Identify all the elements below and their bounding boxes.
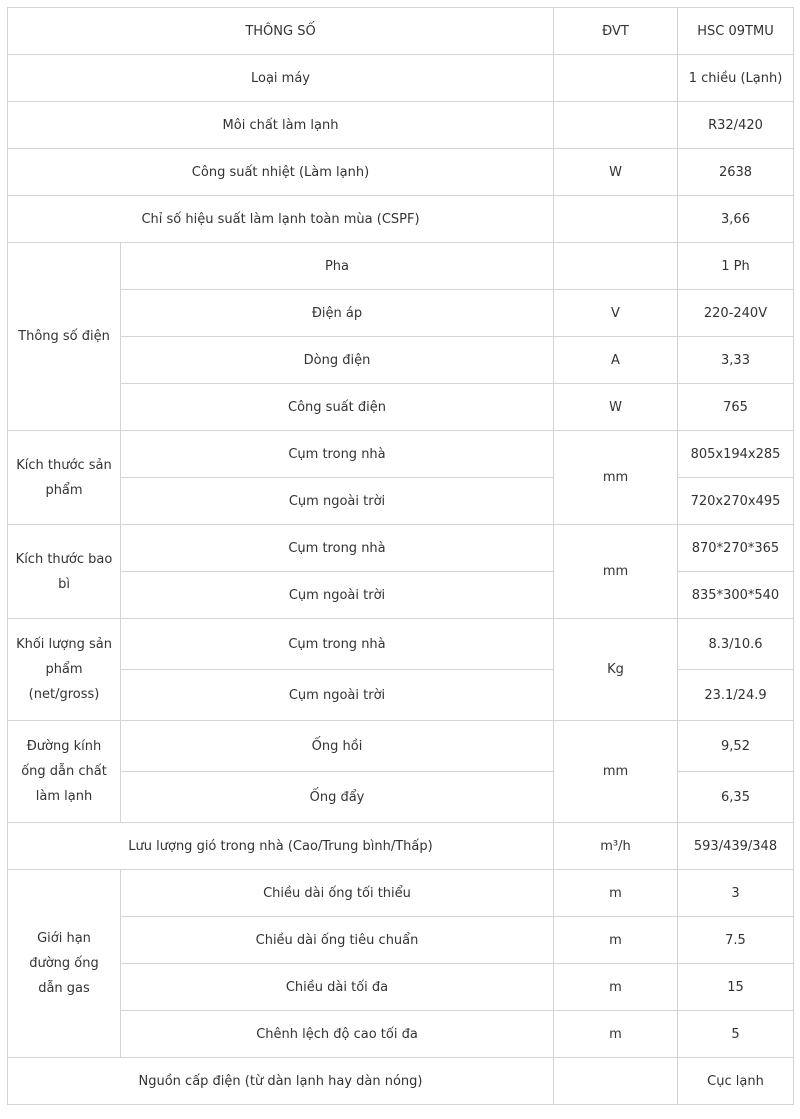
group-label-line: Khối lượng sản (16, 637, 112, 652)
group-label-line: đường ống (29, 956, 99, 971)
row-label: Môi chất làm lạnh (8, 102, 554, 149)
row-unit: m³/h (554, 823, 678, 870)
group-label-line: phẩm (45, 482, 83, 498)
group-label-line: ống dẫn chất (21, 764, 107, 779)
row-label: Cụm trong nhà (121, 619, 554, 670)
table-row (8, 102, 794, 149)
row-value: 805x194x285 (678, 431, 794, 478)
row-label: Chênh lệch độ cao tối đa (121, 1011, 554, 1058)
group-label-pipe-limit (8, 870, 121, 1058)
header-row (8, 8, 794, 55)
row-label: Dòng điện (121, 337, 554, 384)
row-value: 835*300*540 (678, 572, 794, 619)
spec-table (7, 7, 794, 1105)
row-unit (554, 243, 678, 290)
row-unit: m (554, 964, 678, 1011)
row-unit: W (554, 384, 678, 431)
group-label-line: làm lạnh (35, 789, 93, 804)
row-label: Chỉ số hiệu suất làm lạnh toàn mùa (CSPF) (8, 196, 554, 243)
header-unit: ĐVT (554, 8, 678, 55)
row-unit: m (554, 870, 678, 917)
row-label: Cụm ngoài trời (121, 670, 554, 721)
group-label-weight (8, 619, 121, 721)
row-value: 720x270x495 (678, 478, 794, 525)
row-label: Công suất điện (121, 384, 554, 431)
row-value: R32/420 (678, 102, 794, 149)
group-label-pipe-diameter (8, 721, 121, 823)
row-unit: W (554, 149, 678, 196)
row-label: Điện áp (121, 290, 554, 337)
row-value: 6,35 (678, 772, 794, 823)
row-label: Ống hồi (121, 721, 554, 772)
table-row (8, 870, 794, 917)
row-label: Cụm ngoài trời (121, 572, 554, 619)
row-label: Nguồn cấp điện (từ dàn lạnh hay dàn nóng) (8, 1058, 554, 1105)
row-unit: mm (554, 431, 678, 525)
header-model: HSC 09TMU (678, 8, 794, 55)
table-row (8, 55, 794, 102)
table-row (8, 1011, 794, 1058)
table-row (8, 917, 794, 964)
row-value: 870*270*365 (678, 525, 794, 572)
row-unit (554, 196, 678, 243)
row-label: Chiều dài ống tối thiểu (121, 870, 554, 917)
row-value: 23.1/24.9 (678, 670, 794, 721)
table-row (8, 243, 794, 290)
row-unit: Kg (554, 619, 678, 721)
table-row (8, 431, 794, 478)
row-value: 220-240V (678, 290, 794, 337)
row-label: Chiều dài tối đa (121, 964, 554, 1011)
table-row (8, 1058, 794, 1105)
row-value: 8.3/10.6 (678, 619, 794, 670)
group-label-line: dẫn gas (38, 981, 90, 996)
group-label-line: Đường kính (26, 739, 102, 754)
row-value: 3 (678, 870, 794, 917)
table-row (8, 619, 794, 670)
group-label-line: (net/gross) (28, 687, 100, 702)
row-value: 765 (678, 384, 794, 431)
row-unit (554, 102, 678, 149)
row-unit: m (554, 917, 678, 964)
row-unit: V (554, 290, 678, 337)
row-unit: A (554, 337, 678, 384)
row-label: Cụm trong nhà (121, 525, 554, 572)
table-row (8, 525, 794, 572)
row-label: Ống đẩy (121, 772, 554, 823)
group-label-electrical: Thông số điện (8, 243, 121, 431)
group-label-line: Kích thước bao (15, 551, 113, 567)
group-label-package-size (8, 525, 121, 619)
row-unit: mm (554, 721, 678, 823)
row-value: 5 (678, 1011, 794, 1058)
row-value: 2638 (678, 149, 794, 196)
table-row (8, 823, 794, 870)
row-value: 593/439/348 (678, 823, 794, 870)
row-value: 15 (678, 964, 794, 1011)
row-unit: m (554, 1011, 678, 1058)
row-value: 7.5 (678, 917, 794, 964)
table-row (8, 149, 794, 196)
group-label-line: Kích thước sản (16, 457, 112, 473)
group-label-line: bì (58, 576, 70, 592)
row-label: Cụm ngoài trời (121, 478, 554, 525)
table-row (8, 721, 794, 772)
table-row (8, 196, 794, 243)
header-param: THÔNG SỐ (8, 8, 554, 55)
row-label: Công suất nhiệt (Làm lạnh) (8, 149, 554, 196)
group-label-line: phẩm (45, 662, 83, 677)
table-row (8, 337, 794, 384)
row-label: Cụm trong nhà (121, 431, 554, 478)
group-label-line: Giới hạn (37, 931, 91, 946)
row-value: 1 chiều (Lạnh) (678, 55, 794, 102)
row-unit: mm (554, 525, 678, 619)
row-unit (554, 55, 678, 102)
table-row (8, 964, 794, 1011)
row-unit (554, 1058, 678, 1105)
row-value: 3,66 (678, 196, 794, 243)
row-value: 9,52 (678, 721, 794, 772)
row-value: 1 Ph (678, 243, 794, 290)
table-row (8, 384, 794, 431)
table-row (8, 290, 794, 337)
row-value: 3,33 (678, 337, 794, 384)
row-label: Chiều dài ống tiêu chuẩn (121, 917, 554, 964)
row-label: Lưu lượng gió trong nhà (Cao/Trung bình/Thấp) (8, 823, 554, 870)
row-value: Cục lạnh (678, 1058, 794, 1105)
row-label: Loại máy (8, 55, 554, 102)
row-label: Pha (121, 243, 554, 290)
group-label-product-size (8, 431, 121, 525)
